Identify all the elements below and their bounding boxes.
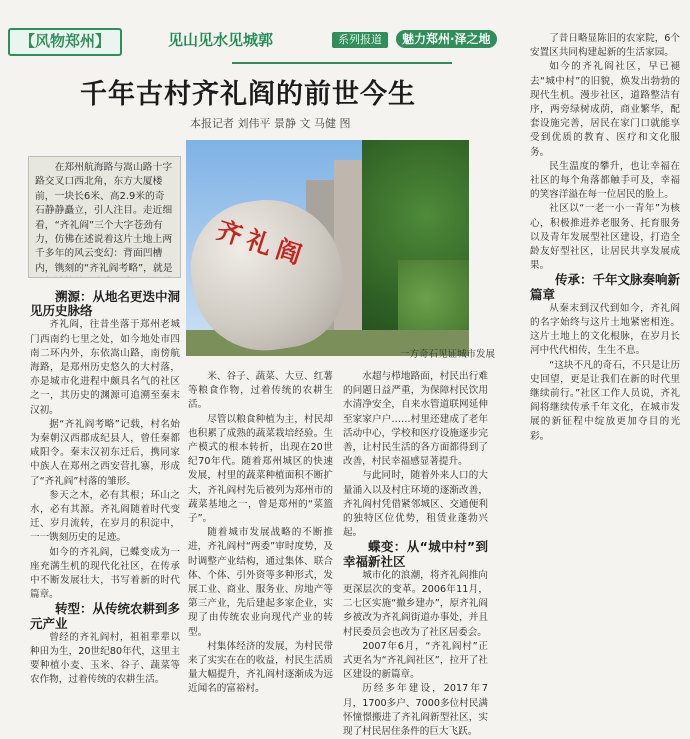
body-paragraph: 从秦末到汉代到如今，齐礼阎的名字始终与这片土地紧密相连。这片土地上的文化根脉，在岁月长河中代代相传，生生不息。 <box>530 302 680 357</box>
body-paragraph: 了昔日略显陈旧的农家院，6个安置区共同构建起新的生活家园。 <box>530 33 681 59</box>
body-paragraph: 历经多年建设，2017年7月，1700多户、7000多位村民满怀憧憬搬进了齐礼阎新型社区，实现了村民居住条件的巨大飞跃。 <box>343 683 488 738</box>
body-paragraph: “这块不凡的奇石，不只是让历史回望，更是让我们在新的时代里继续前行。”社区工作人员说，齐礼阎将继续传承千年文化，在城市发展的新征程中绽放更加夺目的光彩。 <box>530 359 680 442</box>
body-paragraph: 曾经的齐礼阎村，祖祖辈辈以种田为生，20世纪80年代，这里主要种植小麦、玉米、谷子、蔬菜等农作物，过着传统的农耕生活。 <box>30 631 180 686</box>
body-paragraph: 参天之木，必有其根；环山之水，必有其源。齐礼阎随着时代变迁、岁月流转，在岁月的积淀中，一一镌刻历史的足迹。 <box>30 489 180 544</box>
column-3 <box>343 370 488 739</box>
section-heading: 传承：千年文脉奏响新篇章 <box>530 272 681 302</box>
body-paragraph: 城市化的浪潮，将齐礼阎推向更深层次的变革。2006年11月，二七区实施“撤乡建办”，原齐礼阎乡被改为齐礼阎街道办事处，并且村民委员会也改为了社区居委会。 <box>343 569 488 638</box>
body-paragraph: 与此同时，随着外来人口的大量涌入以及村庄环境的逐渐改善，齐礼阎村凭借紧邻城区、交通便利的独特区位优势，租赁业蓬勃兴起。 <box>343 470 488 539</box>
section-heading: 转型：从传统农耕到多元产业 <box>30 601 181 631</box>
masthead <box>8 28 538 54</box>
series-pill: 魅力郑州·泽之地 <box>396 30 497 48</box>
photo-caption: 一方奇石见证城市发展 <box>400 349 496 360</box>
stone-inscription: 齐礼阎 <box>213 215 311 272</box>
body-paragraph: 村集体经济的发展，为村民带来了实实在在的收益，村民生活质量大幅提升，齐礼阎村逐渐成为远近闻名的富裕村。 <box>188 640 333 695</box>
column-name: 【风物郑州】 <box>8 28 122 56</box>
body-paragraph: 如今的齐礼阎，已蝶变成为一座充满生机的现代化社区，在传承中不断发展壮大，书写着新的时代篇章。 <box>30 546 180 601</box>
body-paragraph: 水超与栉地路面，村民出行难的问题日益严重，为保障村民饮用水清净安全，自来水管道联网延伸至家家户户……村里还建成了老年活动中心，学校和医疗设施逐步完善，让村民生活的各方面都得到了改善，村民幸福感显著提升。 <box>343 371 488 468</box>
series-tag: 系列报道 <box>332 32 388 48</box>
column-4 <box>530 32 680 444</box>
body-paragraph: 据“齐礼阎考略”记载，村名始为秦朝汉西郡成纪县人，曾任秦都咸阳令。秦末汉初东迁后，携同家中族人在郑州之西安营扎寨，形成了“齐礼阎”村落的雏形。 <box>30 418 180 487</box>
column-1 <box>30 290 180 688</box>
column-2 <box>188 370 333 697</box>
body-paragraph: 尽管以粮食种植为主，村民却也积累了成熟的蔬菜栽培经验。生产模式的根本转折，出现在20世纪70年代。随着郑州城区的快速发展，村里的蔬菜种植面积不断扩大，齐礼阎村先后被列为郑州市的蔬菜基地之一，曾是郑州的“菜篮子”。 <box>188 413 333 525</box>
section-heading: 溯源：从地名更迭中洞见历史脉络 <box>30 289 181 319</box>
body-paragraph: 民生温度的攀升，也让幸福在社区的每个角落都触手可及，幸福的笑容洋溢在每一位居民的脸上。 <box>530 160 680 201</box>
byline: 本报记者 刘伟平 景静 文 马健 图 <box>190 117 351 130</box>
section-heading: 蝶变：从“城中村”到幸福新社区 <box>343 539 488 569</box>
body-paragraph: 齐礼阎，往昔坐落于郑州老城门西南约七里之处，如今地处市四南二环内外，东依嵩山路，南傍航海路，是郑州历史悠久的大村落，亦是城市化进程中颇具名气的社区之一，其历史的渊源可追溯至秦末汉初。 <box>30 319 180 416</box>
article-photo <box>186 140 469 356</box>
body-paragraph: 米、谷子、蔬菜、大豆、红薯等粮食作物，过着传统的农耕生活。 <box>188 371 333 411</box>
body-paragraph: 如今的齐礼阎社区，早已褪去“城中村”的旧貌，焕发出勃勃的现代生机。漫步社区，道路整洁有序，两旁绿树成荫，商业繁华，配套设施完善，居民在家门口就能享受到优质的教育、医疗和文化服务。 <box>530 61 680 158</box>
masthead-rule <box>232 62 452 70</box>
article-title: 千年古村齐礼阎的前世今生 <box>80 79 416 110</box>
body-paragraph: 随着城市发展战略的不断推进，齐礼阎村“两委”审时度势，及时调整产业结构，通过集体、联合体、个体、引外资等多种形式，发展工业、商业、服务业、房地产等第三产业，先后建起多家企业，实现了由传统农业向现代产业的转型。 <box>188 527 333 638</box>
series-subtitle: 见山见水见城郭 <box>168 31 274 49</box>
body-paragraph: 2007年6月，“齐礼阎村”正式更名为“齐礼阎社区”，拉开了社区建设的新篇章。 <box>343 640 488 681</box>
lead-box: 在郑州航海路与嵩山路十字路交叉口西北角，东方大厦楼前，一块长6米、高2.9米的奇石静静矗立，引人注目。走近细看，“齐礼阎”三个大字苍劲有力，仿佛在述说着这片土地上两千多年的风云变幻：背面凹槽内，镌刻的“齐礼阎考略”，就是 <box>28 156 181 278</box>
body-paragraph: 社区以“一老一小一青年”为核心，积极推进养老服务、托育服务以及青年发展型社区建设，打造全龄友好型社区，让居民共享发展成果。 <box>530 203 680 272</box>
